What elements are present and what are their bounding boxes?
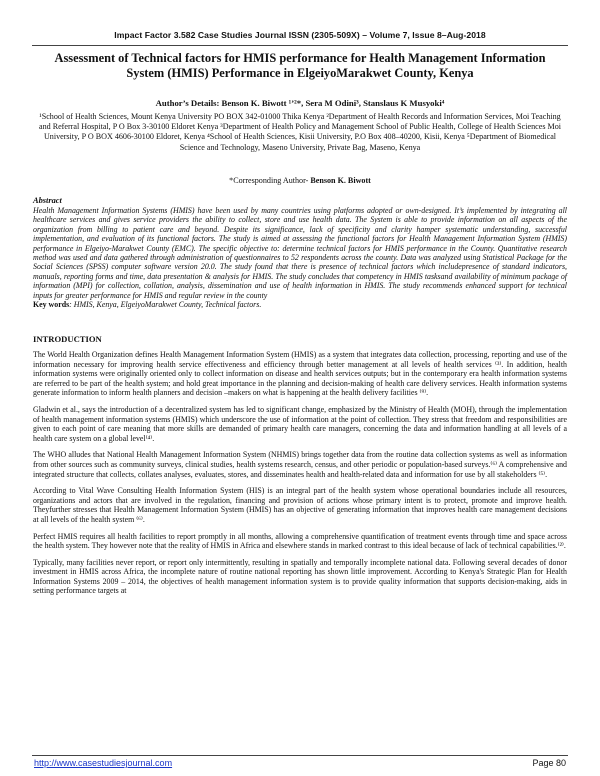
paragraph: Gladwin et al., says the introduction of a decentralized system has led to significant change, emphasized by the Ministry of Health (MOH), through the implementation of health management information systems (HMIS) which underscore the use of information at the point of collection. They stress that freedom and responsibilities are given to each point of care meaning that more skills are demanded of primary health care managers, concerning the data and information handling at all levels of a health care system on a global level⁽⁴⁾. [33, 404, 567, 443]
introduction-section [33, 334, 567, 603]
keywords [33, 300, 567, 309]
corresponding-name: Benson K. Biwott [310, 176, 371, 185]
corresponding-label: *Corresponding Author- [229, 176, 311, 185]
paragraph: According to Vital Wave Consulting Health Information System (HIS) is an integral part of the health system whose operational boundaries include all resources, organizations and actors that are involved in the regulation, financing and provision of actions whose primary intent is to protect, promote and improve health. Theyfurther stresses that Health Management Information System (HMIS) has an objective of generating information that improves health care management decisions at all levels of the health system ⁽⁶⁾. [33, 486, 567, 524]
paragraph: The WHO alludes that National Health Management Information System (NHMIS) brings together data from the routine data collection systems as well as information from other sources such as community surveys, clinical studies, health systems research, census, and other periodic or population-based surveys.⁽⁶⁾ A comprehensive and integrated structure that collects, collates analyses, evaluates, stores, and disseminates health and health-related data and information for use by all stakeholders ⁽⁵⁾. [33, 450, 567, 479]
paper-title: Assessment of Technical factors for HMIS performance for Health Management Information System (HMIS) Performance in ElgeiyoMarakwet County, Kenya [54, 51, 546, 80]
paragraph: Typically, many facilities never report, or report only intermittently, resulting in spatially and temporally incomplete national data. Following several decades of donor investment in HMIS across Africa, the incomplete nature of routine national reporting has shown little improvement. According to Kenya's Strategic Plan for Health Information Systems 2009 – 2014, the objectives of health management information system is to provide quality information that supports decision-making, aids in setting performance targets at [33, 557, 567, 596]
section-heading: INTRODUCTION [33, 334, 102, 344]
paragraph: Perfect HMIS requires all health facilities to report promptly in all months, allowing a comprehensive quantification of treatment events through time and space across the health system. They however note that the reality of HMIS in Africa and elsewhere stands in marked contrast to this ideal because of lack of technical capabilities.⁽²⁾. [33, 531, 567, 551]
affiliations: ¹School of Health Sciences, Mount Kenya University PO BOX 342-01000 Thika Kenya ²Department of Health Records and Information Services, Moi Teaching and Referral Hospital, P O Box 3-30100 Eldoret Kenya ³Department of Health Policy and Management School of Public Health, College of Health Sciences Moi University, P O BOX 4606-30100 Eldoret, Kenya ⁴School of Health Sciences, Kisii University, P.O Box 408–40200, Kisii, Kenya ⁵Department of Biomedical Science and Technology, Maseno University, Private Bag, Maseno, Kenya [38, 112, 562, 152]
keywords-label: Key words [33, 300, 70, 310]
running-header: Impact Factor 3.582 Case Studies Journal ISSN (2305-509X) – Volume 7, Issue 8–Aug-2018 [114, 30, 486, 40]
paragraph: The World Health Organization defines Health Management Information System (HMIS) as a system that integrates data collection, processing, reporting and use of the information necessary for improving health service effectiveness and efficiency through better management at all levels of health services ⁽³⁾. In addition, health information systems were originally oriented only to collect information on disease and health services outputs; but in the contemporary era health information systems are referred to be part of the health system; and hold great importance in the planning and decision-making of health care delivery services. Health information systems generate information to inform health planners and decision –makers on what is happening at the health delivery facilities ⁽⁹⁾. [33, 350, 567, 398]
author-list: Author’s Details: Benson K. Biwott ¹ʼ²*, Sera M Odini³, Stanslaus K Musyoki⁴ [155, 98, 445, 108]
abstract-text: Health Management Information Systems (HMIS) have been used by many countries using platforms adopted or own-designed. It’s implemented by integrating all healthcare services and gives service providers the ability to collect, store and use health data. The System is able to provide information on all aspects of the organization from billing to patient care and beyond. Despite its significance, lack of specificity and clarity hamper systematic understanding, successful implementation, and evaluation of its functional factors. The study is aimed at assessing the functional factors for Health Management Information System (HMIS) performance in Elgeiyo-Marakwet County (EMC). The specific objective to: determine technical factors for HMIS performance in the County. Quantitative research method was used and data gathered through administration of questionnaires to 52 respondents across the county. Data was analyzed using Statistical Package for the Social Sciences (SPSS) computer software version 20.0. The study found that there is presence of technical factors which includepresence of standard indicators, manuals, reporting forms and time, data presentation & analysis for HMIS. The study concludes that competency in HMIS tasksand availability of minimum package of information (MPI) for collection, collation, analysis, dissemination and use of health information in HMIS. The study recommends enhanced support for technical inputs for greater performance for HMIS and regular review in the county [33, 206, 567, 300]
abstract-heading: Abstract [33, 196, 62, 205]
page-number: Page 80 [532, 758, 566, 768]
abstract-section [33, 196, 567, 309]
corresponding-author [36, 176, 564, 186]
journal-link[interactable]: http://www.casestudiesjournal.com [34, 758, 173, 768]
footer-rule [32, 755, 568, 756]
header-rule [32, 45, 568, 46]
keywords-text: : HMIS, Kenya, ElgeiyoMarakwet County, Technical factors. [69, 300, 262, 310]
